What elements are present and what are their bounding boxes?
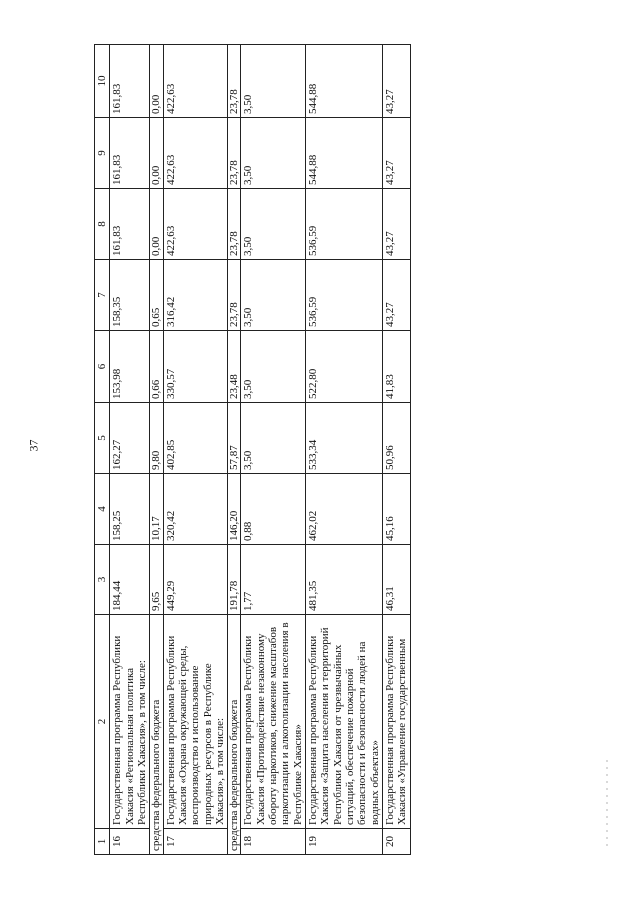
- value-cell: 10,17: [150, 474, 163, 545]
- row-name: Государственная программа Республики Хакасия «Охрана окружающей среды, воспроизводство и использование природных ресурсов в Республике Хакасия», в том числе:: [163, 615, 228, 829]
- table-row: [110, 45, 150, 855]
- value-cell: 1,77: [241, 545, 306, 615]
- column-header: 4: [95, 474, 110, 545]
- table-subrow: [150, 45, 163, 855]
- value-cell: 162,27: [110, 403, 150, 474]
- value-cell: 23,78: [228, 118, 241, 189]
- value-cell: 43,27: [382, 189, 410, 260]
- value-cell: 544,88: [306, 118, 383, 189]
- value-cell: 330,57: [163, 331, 228, 403]
- value-cell: 43,27: [382, 118, 410, 189]
- value-cell: 422,63: [163, 45, 228, 118]
- value-cell: 3,50: [241, 189, 306, 260]
- value-cell: 3,50: [241, 331, 306, 403]
- column-header: 3: [95, 545, 110, 615]
- value-cell: 449,29: [163, 545, 228, 615]
- value-cell: 462,02: [306, 474, 383, 545]
- scan-noise: [606, 760, 608, 850]
- table-row: [306, 45, 383, 855]
- value-cell: 46,31: [382, 545, 410, 615]
- value-cell: 9,80: [150, 403, 163, 474]
- budget-table: [94, 44, 411, 855]
- value-cell: 3,50: [241, 260, 306, 331]
- value-cell: 158,35: [110, 260, 150, 331]
- value-cell: 161,83: [110, 118, 150, 189]
- table-row: [163, 45, 228, 855]
- value-cell: 536,59: [306, 189, 383, 260]
- row-number: 17: [163, 829, 228, 855]
- value-cell: 161,83: [110, 45, 150, 118]
- value-cell: 536,59: [306, 260, 383, 331]
- value-cell: 57,87: [228, 403, 241, 474]
- value-cell: 0,00: [150, 45, 163, 118]
- column-header: 9: [95, 118, 110, 189]
- value-cell: 23,78: [228, 189, 241, 260]
- table-row: [382, 45, 410, 855]
- column-header-row: [95, 45, 110, 855]
- value-cell: 3,50: [241, 118, 306, 189]
- value-cell: 0,00: [150, 118, 163, 189]
- row-name: средства федерального бюджета: [228, 615, 241, 855]
- value-cell: 0,00: [150, 189, 163, 260]
- value-cell: 146,20: [228, 474, 241, 545]
- row-name: Государственная программа Республики Хакасия «Управление государственным: [382, 615, 410, 829]
- value-cell: 522,80: [306, 331, 383, 403]
- row-name: Государственная программа Республики Хакасия «Региональная политика Республики Хакасия», в том числе:: [110, 615, 150, 829]
- column-header: 1: [95, 829, 110, 855]
- page-number: 37: [26, 439, 41, 452]
- row-name: Государственная программа Республики Хакасия «Противодействие незаконному обороту наркотиков, снижение масштабов наркотизации и алкоголизации населения в Республике Хакасия»: [241, 615, 306, 829]
- value-cell: 320,42: [163, 474, 228, 545]
- value-cell: 422,63: [163, 189, 228, 260]
- column-header: 7: [95, 260, 110, 331]
- value-cell: 0,88: [241, 474, 306, 545]
- value-cell: 158,25: [110, 474, 150, 545]
- value-cell: 0,66: [150, 331, 163, 403]
- value-cell: 533,34: [306, 403, 383, 474]
- column-header: 5: [95, 403, 110, 474]
- column-header: 8: [95, 189, 110, 260]
- value-cell: 153,98: [110, 331, 150, 403]
- table-subrow: [228, 45, 241, 855]
- value-cell: 45,16: [382, 474, 410, 545]
- table-frame: [94, 45, 624, 855]
- value-cell: 3,50: [241, 403, 306, 474]
- value-cell: 50,96: [382, 403, 410, 474]
- value-cell: 481,35: [306, 545, 383, 615]
- value-cell: 9,65: [150, 545, 163, 615]
- value-cell: 43,27: [382, 45, 410, 118]
- row-number: 16: [110, 829, 150, 855]
- value-cell: 191,78: [228, 545, 241, 615]
- table-row: [241, 45, 306, 855]
- rotated-page-content: [94, 45, 624, 855]
- row-number: 19: [306, 829, 383, 855]
- row-name: Государственная программа Республики Хакасия «Защита населения и территорий Республики Хакасия от чрезвычайных ситуаций, обеспечение пожарной безопасности и безопасности людей на водных объектах»: [306, 615, 383, 829]
- value-cell: 422,63: [163, 118, 228, 189]
- value-cell: 544,88: [306, 45, 383, 118]
- column-header: 10: [95, 45, 110, 118]
- value-cell: 23,78: [228, 45, 241, 118]
- column-header: 2: [95, 615, 110, 829]
- value-cell: 402,85: [163, 403, 228, 474]
- value-cell: 184,44: [110, 545, 150, 615]
- value-cell: 316,42: [163, 260, 228, 331]
- value-cell: 23,78: [228, 260, 241, 331]
- value-cell: 161,83: [110, 189, 150, 260]
- value-cell: 3,50: [241, 45, 306, 118]
- value-cell: 43,27: [382, 260, 410, 331]
- value-cell: 41,83: [382, 331, 410, 403]
- row-number: 20: [382, 829, 410, 855]
- value-cell: 0,65: [150, 260, 163, 331]
- row-name: средства федерального бюджета: [150, 615, 163, 855]
- column-header: 6: [95, 331, 110, 403]
- value-cell: 23,48: [228, 331, 241, 403]
- row-number: 18: [241, 829, 306, 855]
